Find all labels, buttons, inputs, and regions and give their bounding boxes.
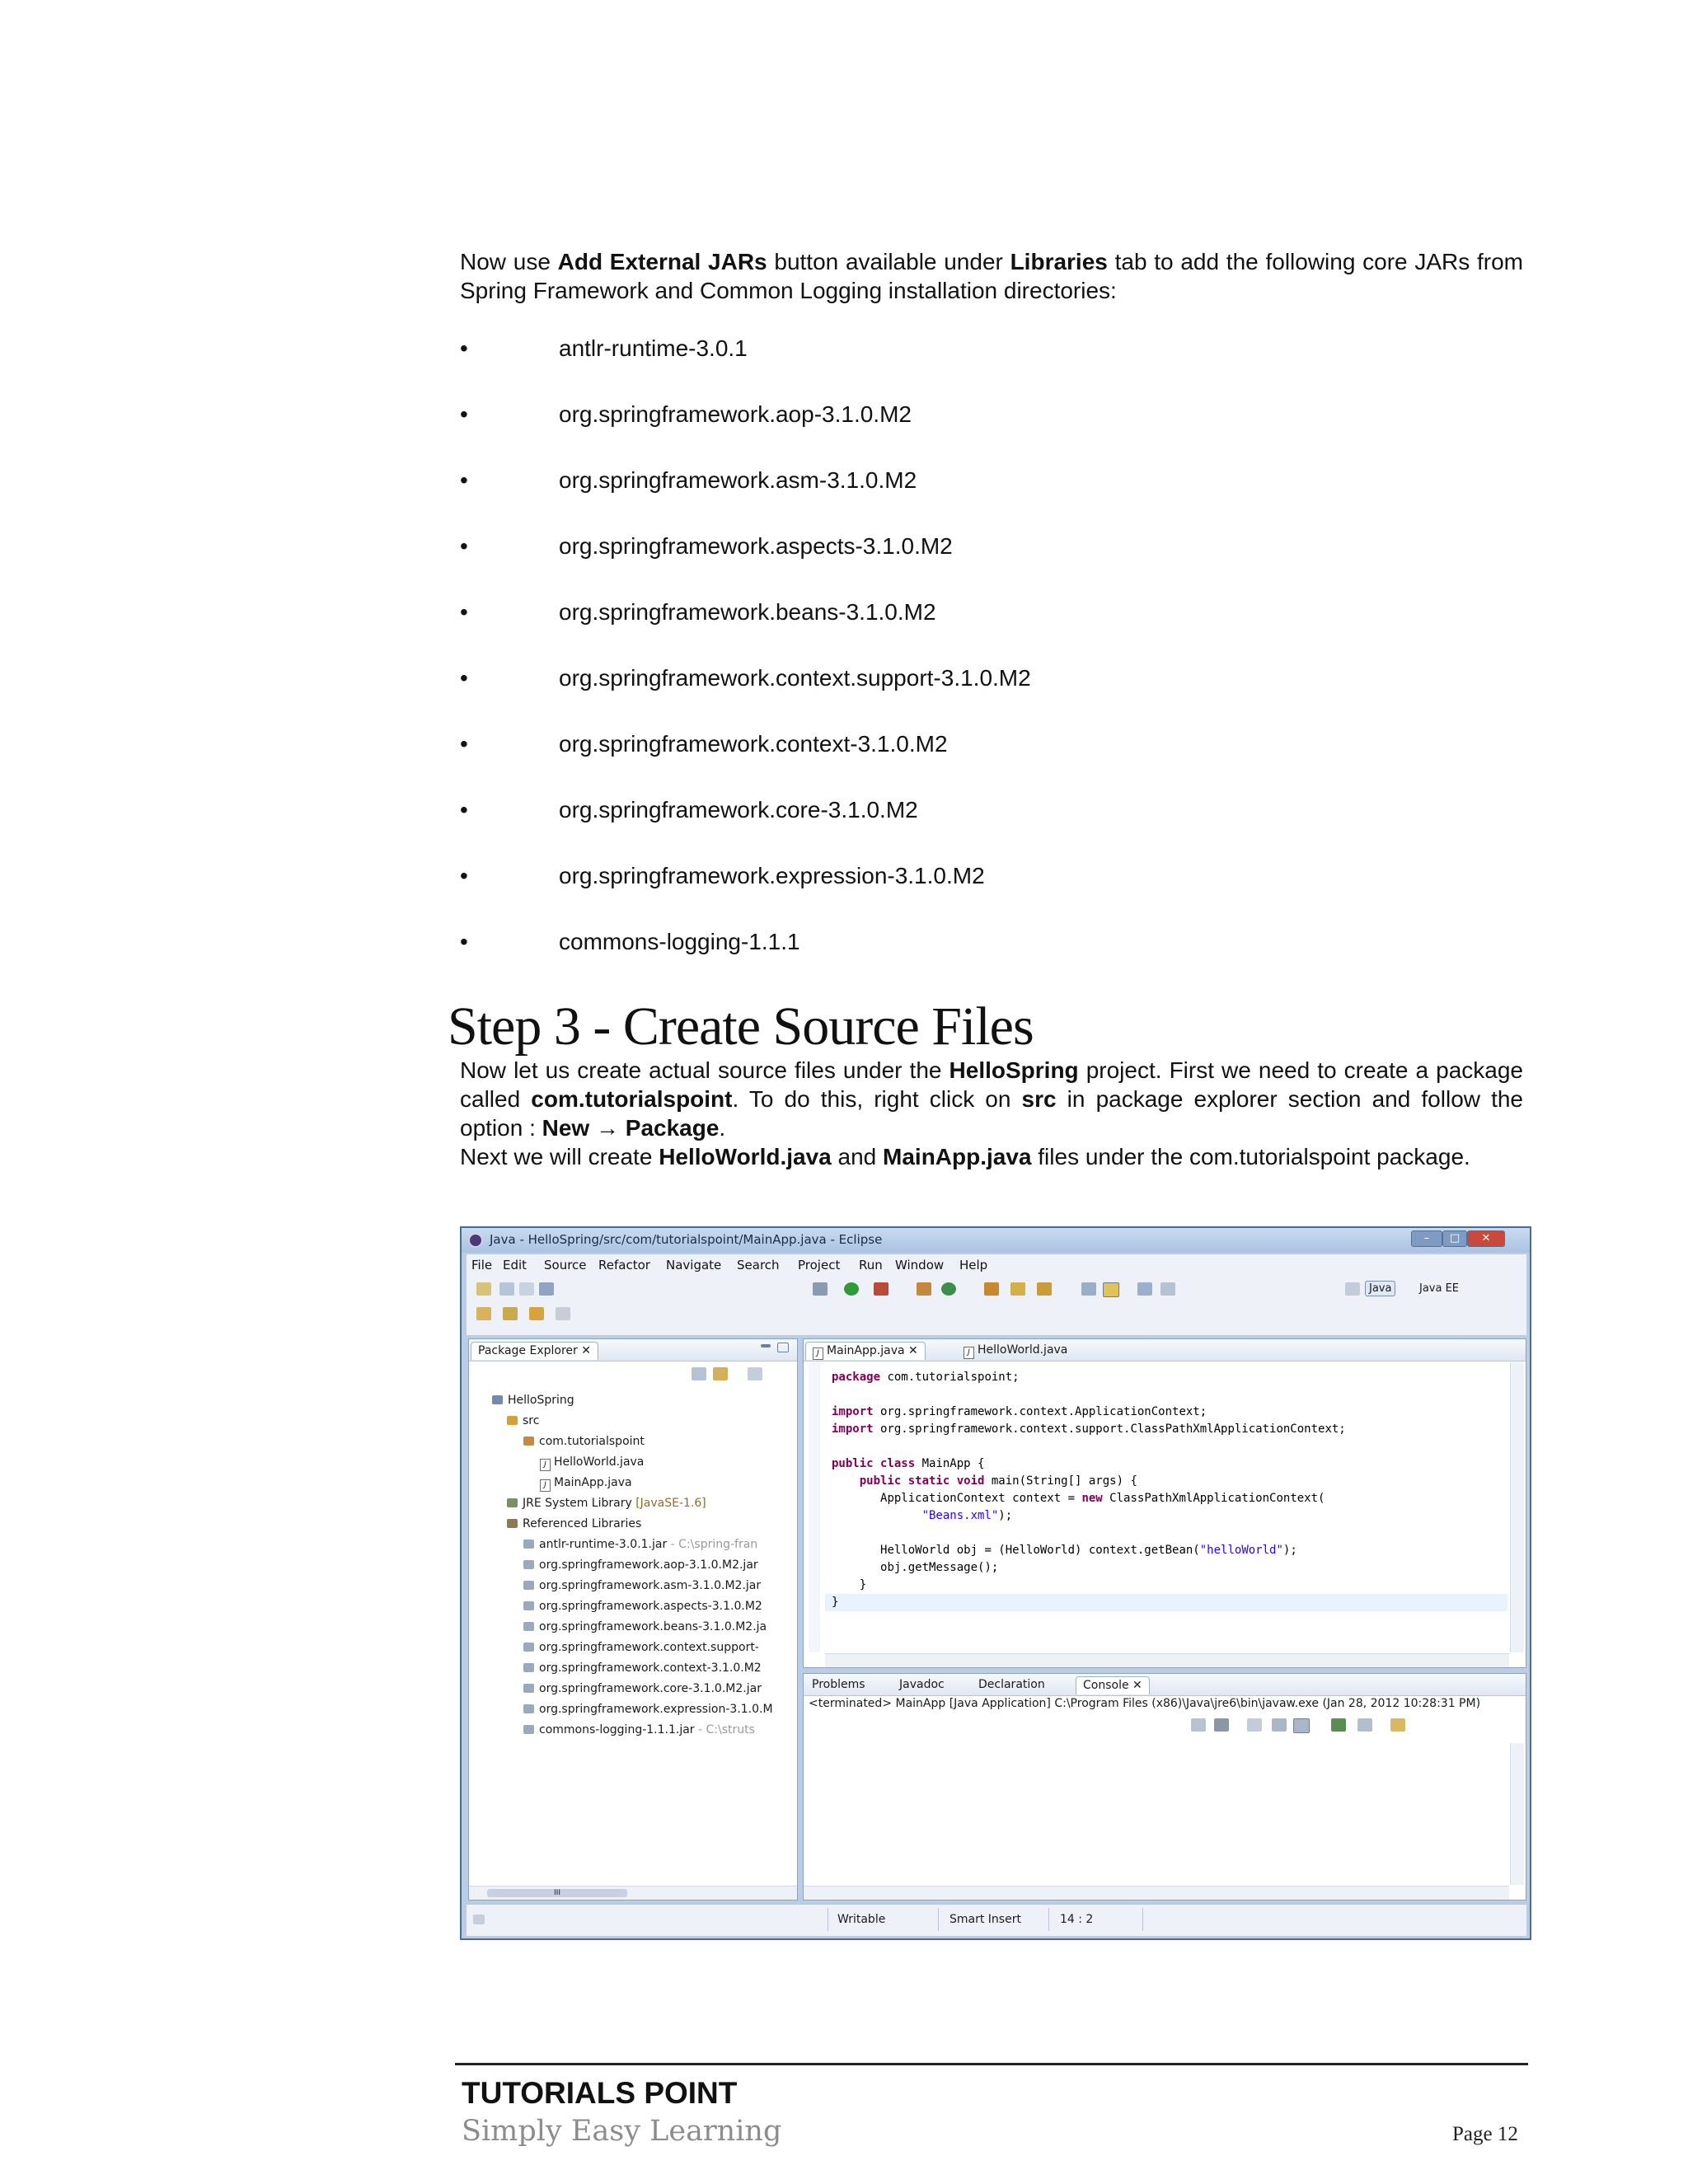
package-icon <box>523 1436 534 1446</box>
jar-icon <box>523 1663 534 1672</box>
console-output: <terminated> MainApp [Java Application] C:\Program Files (x86)\Java\jre6\bin\javaw.exe (Jan 28, 2012 10:28:31 PM) <box>809 1697 1481 1710</box>
editor-tabs <box>804 1339 1526 1361</box>
tree-item-jar[interactable]: org.springframework.context.support- <box>476 1638 797 1658</box>
console-tabs <box>804 1674 1526 1696</box>
new-class-icon[interactable] <box>941 1282 956 1296</box>
close-icon[interactable]: ✕ <box>1467 1230 1505 1247</box>
whitespace-icon[interactable] <box>1160 1282 1175 1296</box>
page-number: Page 12 <box>1452 2123 1518 2145</box>
tab-console[interactable]: Console ✕ <box>1076 1676 1150 1694</box>
tree-item-jar[interactable]: org.springframework.aspects-3.1.0.M2 <box>476 1596 797 1617</box>
footer-tagline: Simply Easy Learning <box>462 2115 782 2148</box>
section-heading: Step 3 - Create Source Files <box>448 996 1034 1057</box>
bullet-icon: • <box>460 929 468 954</box>
highlight-icon[interactable] <box>1103 1282 1119 1297</box>
show-console-icon[interactable] <box>1293 1718 1310 1733</box>
footer-brand: TUTORIALS POINT <box>462 2076 738 2110</box>
forward-icon[interactable] <box>556 1307 570 1320</box>
tree-item-jar[interactable]: org.springframework.aop-3.1.0.M2.jar <box>476 1555 797 1576</box>
tab-declaration[interactable]: Declaration <box>978 1678 1045 1691</box>
arrow-right-icon: → <box>589 1115 626 1141</box>
menu-help[interactable]: Help <box>959 1258 988 1272</box>
bullet-icon: • <box>460 863 468 888</box>
tab-javadoc[interactable]: Javadoc <box>899 1678 945 1691</box>
status-insert-mode: Smart Insert <box>950 1913 1021 1926</box>
print-icon[interactable] <box>539 1282 554 1296</box>
jar-icon <box>523 1643 534 1652</box>
minimize-icon[interactable]: – <box>1411 1230 1442 1247</box>
tree-item-jar[interactable]: org.springframework.beans-3.1.0.M2.ja <box>476 1617 797 1638</box>
new-icon[interactable] <box>476 1282 491 1296</box>
tree-item-project[interactable]: HelloSpring <box>476 1390 797 1411</box>
debug-icon[interactable] <box>813 1282 828 1296</box>
tree-item-package[interactable]: com.tutorialspoint <box>476 1432 797 1452</box>
minimize-view-icon[interactable] <box>761 1344 771 1347</box>
jar-icon <box>523 1601 534 1610</box>
tree-item-jar[interactable]: org.springframework.asm-3.1.0.M2.jar <box>476 1576 797 1596</box>
save-icon[interactable] <box>499 1282 514 1296</box>
editor-vertical-scrollbar[interactable] <box>1510 1362 1524 1652</box>
scroll-thumb[interactable]: III <box>487 1889 627 1897</box>
library-icon <box>507 1498 518 1507</box>
maximize-view-icon[interactable] <box>777 1343 789 1352</box>
project-tree <box>476 1390 797 1741</box>
java-perspective-button[interactable] <box>1365 1281 1395 1296</box>
library-icon <box>507 1519 518 1528</box>
window-title: Java - HelloSpring/src/com/tutorialspoint/MainApp.java - Eclipse <box>490 1232 883 1247</box>
status-cursor-position: 14 : 2 <box>1060 1913 1094 1926</box>
clear-console-icon[interactable] <box>1247 1718 1262 1732</box>
save-all-icon[interactable] <box>519 1282 534 1296</box>
menu-source[interactable]: Source <box>544 1258 587 1272</box>
view-menu-icon[interactable] <box>748 1367 762 1380</box>
tab-mainapp[interactable]: J MainApp.java ✕ <box>805 1342 926 1360</box>
code-editor[interactable]: package com.tutorialspoint; import org.springframework.context.ApplicationContext; import org.springframework.context.support.ClassPathXmlApplicationContext; public class MainApp { public static void main(String[] args) { ApplicationContext context = new ClassPathXmlApplicationContext( "Beans.xml"); HelloWorld obj = (HelloWorld) context.getBean("helloWorld"); obj.getMessage(); } } <box>832 1371 1346 1609</box>
jar-icon <box>523 1622 534 1631</box>
search-icon[interactable] <box>1010 1282 1025 1296</box>
javaee-perspective-button[interactable] <box>1419 1282 1459 1295</box>
console-vertical-scrollbar[interactable] <box>1510 1743 1524 1885</box>
menu-edit[interactable]: Edit <box>503 1258 528 1272</box>
jar-icon <box>523 1684 534 1693</box>
jar-icon <box>523 1581 534 1590</box>
status-write-mode: Writable <box>837 1913 886 1926</box>
status-bar <box>467 1904 1526 1936</box>
bullet-icon: • <box>460 335 468 361</box>
tree-item-jar[interactable]: antlr-runtime-3.0.1.jar - C:\spring-fran <box>476 1535 797 1555</box>
tree-item-jre[interactable]: JRE System Library [JavaSE-1.6] <box>476 1493 797 1514</box>
jar-icon <box>523 1704 534 1713</box>
bullet-icon: • <box>460 665 468 691</box>
tree-item-mainapp[interactable]: J MainApp.java <box>476 1473 797 1493</box>
block-selection-icon[interactable] <box>1137 1282 1152 1296</box>
toggle-icon[interactable] <box>1037 1282 1052 1296</box>
javaee-perspective-label: Java EE <box>1419 1282 1460 1295</box>
next-annotation-icon[interactable] <box>503 1307 518 1320</box>
open-task-icon[interactable] <box>984 1282 999 1296</box>
tree-item-helloworld[interactable]: J HelloWorld.java <box>476 1452 797 1473</box>
terminate-icon[interactable] <box>1191 1718 1206 1732</box>
maximize-icon[interactable]: □ <box>1442 1230 1467 1247</box>
package-explorer-panel <box>468 1338 798 1900</box>
tree-item-referenced-libraries[interactable]: Referenced Libraries <box>476 1514 797 1535</box>
bullet-icon: • <box>460 401 468 427</box>
console-panel <box>803 1673 1526 1900</box>
bullet-icon: • <box>460 533 468 559</box>
create-package-paragraph: Now let us create actual source files under the HelloSpring project. First we need to create a package called com.tutorialspoint. To do this, right click on src in package explorer section and follow the option : New → Package. <box>460 1057 1523 1141</box>
toggle-mark-icon[interactable] <box>1081 1282 1096 1296</box>
back-icon[interactable] <box>529 1307 544 1320</box>
explorer-horizontal-scrollbar[interactable] <box>469 1886 797 1900</box>
menu-navigate[interactable]: Navigate <box>666 1258 722 1272</box>
open-console-icon[interactable] <box>1390 1718 1405 1732</box>
tree-item-jar[interactable]: org.springframework.core-3.1.0.M2.jar <box>476 1679 797 1699</box>
source-folder-icon <box>507 1416 518 1425</box>
eclipse-screenshot <box>460 1226 1531 1940</box>
jar-icon <box>523 1560 534 1569</box>
project-icon <box>492 1395 503 1404</box>
jar-icon <box>523 1540 534 1549</box>
bullet-icon: • <box>460 467 468 493</box>
remove-launch-icon[interactable] <box>1214 1718 1229 1732</box>
bullet-icon: • <box>460 599 468 625</box>
package-explorer-header <box>469 1339 797 1361</box>
jar-icon <box>523 1725 534 1734</box>
menu-project[interactable]: Project <box>798 1258 841 1272</box>
menu-search[interactable]: Search <box>737 1258 780 1272</box>
tree-item-src[interactable]: src <box>476 1411 797 1432</box>
editor-horizontal-scrollbar[interactable] <box>825 1653 1509 1667</box>
new-package-icon[interactable] <box>917 1282 931 1296</box>
menu-refactor[interactable]: Refactor <box>598 1258 650 1272</box>
bullet-icon: • <box>460 797 468 823</box>
link-with-editor-icon[interactable] <box>713 1367 728 1380</box>
fast-view-icon[interactable] <box>473 1915 485 1924</box>
editor-panel <box>803 1338 1526 1668</box>
tree-item-jar[interactable]: commons-logging-1.1.1.jar - C:\struts <box>476 1720 797 1741</box>
run-icon[interactable] <box>844 1282 859 1296</box>
open-type-icon[interactable] <box>476 1307 491 1320</box>
tab-problems[interactable]: Problems <box>812 1678 865 1691</box>
tab-helloworld[interactable]: J HelloWorld.java <box>957 1342 1074 1360</box>
menu-run[interactable]: Run <box>859 1258 883 1272</box>
menu-file[interactable]: File <box>471 1258 493 1272</box>
java-file-icon: J <box>540 1479 551 1492</box>
console-horizontal-scrollbar[interactable] <box>804 1886 1509 1900</box>
tree-item-jar[interactable]: org.springframework.context-3.1.0.M2 <box>476 1658 797 1679</box>
open-perspective-icon[interactable] <box>1345 1282 1360 1296</box>
pin-console-icon[interactable] <box>1331 1718 1346 1732</box>
eclipse-logo-icon <box>468 1233 483 1248</box>
display-console-icon[interactable] <box>1357 1718 1372 1732</box>
window-titlebar <box>462 1228 1530 1253</box>
create-files-paragraph: Next we will create HelloWorld.java and MainApp.java files under the com.tutorialspoint package. <box>460 1144 1470 1169</box>
java-file-icon: J <box>540 1459 551 1471</box>
editor-gutter <box>809 1362 820 1652</box>
main-toolbar <box>467 1276 1526 1336</box>
footer-rule <box>455 2063 1528 2065</box>
intro-paragraph: Now use Add External JARs button available under Libraries tab to add the following core JARs from Spring Framework and Common Logging installation directories: <box>460 249 1523 303</box>
bullet-icon: • <box>460 731 468 757</box>
menu-bar <box>467 1254 1526 1276</box>
collapse-all-icon[interactable] <box>692 1367 706 1380</box>
tab-package-explorer[interactable]: Package Explorer ✕ <box>471 1342 598 1360</box>
external-tools-icon[interactable] <box>874 1282 889 1296</box>
tree-item-jar[interactable]: org.springframework.expression-3.1.0.M <box>476 1699 797 1720</box>
java-file-icon: J <box>813 1347 823 1360</box>
body-paragraph <box>460 1056 1523 1171</box>
menu-window[interactable]: Window <box>895 1258 945 1272</box>
java-perspective-label: Java <box>1369 1282 1392 1295</box>
java-file-icon: J <box>964 1347 974 1359</box>
scroll-lock-icon[interactable] <box>1272 1718 1287 1732</box>
